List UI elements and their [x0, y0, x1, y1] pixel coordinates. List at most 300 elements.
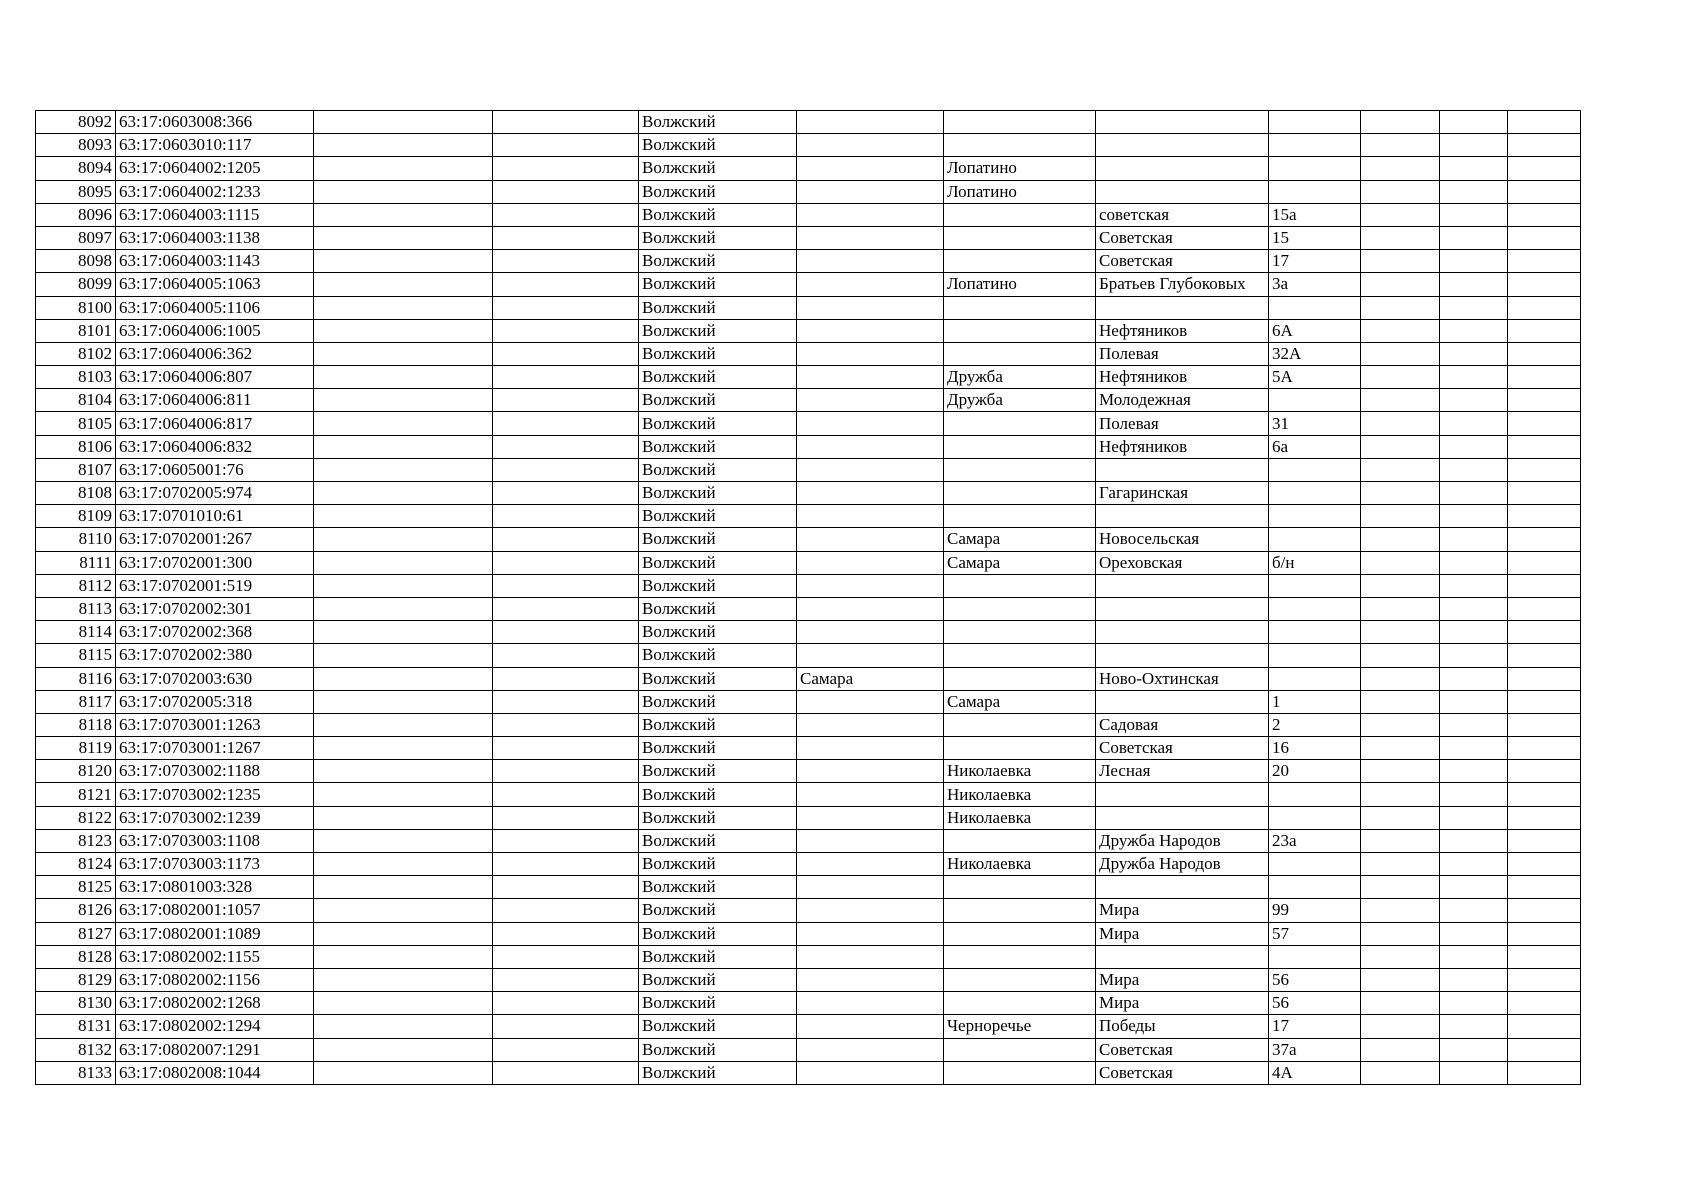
blank-column-a-cell [314, 922, 493, 945]
row-number-cell: 8119 [36, 737, 116, 760]
blank-column-e-cell [1508, 713, 1581, 736]
blank-column-c-cell [1361, 319, 1440, 342]
district-cell: Волжский [639, 644, 797, 667]
blank-column-a-cell [314, 667, 493, 690]
city-cell [797, 783, 944, 806]
cadastral-number-cell: 63:17:0802002:1156 [116, 968, 314, 991]
table-row [36, 829, 1581, 852]
district-cell: Волжский [639, 157, 797, 180]
blank-column-c-cell [1361, 435, 1440, 458]
blank-column-b-cell [493, 273, 639, 296]
row-number-cell: 8129 [36, 968, 116, 991]
blank-column-c-cell [1361, 551, 1440, 574]
blank-column-e-cell [1508, 412, 1581, 435]
cadastral-number-cell: 63:17:0604003:1143 [116, 250, 314, 273]
blank-column-d-cell [1440, 296, 1508, 319]
settlement-cell: Лопатино [944, 180, 1096, 203]
blank-column-e-cell [1508, 366, 1581, 389]
blank-column-e-cell [1508, 574, 1581, 597]
district-cell: Волжский [639, 574, 797, 597]
street-cell: Новосельская [1096, 528, 1269, 551]
city-cell [797, 273, 944, 296]
blank-column-d-cell [1440, 713, 1508, 736]
cadastral-number-cell: 63:17:0604006:817 [116, 412, 314, 435]
blank-column-b-cell [493, 899, 639, 922]
blank-column-b-cell [493, 876, 639, 899]
blank-column-d-cell [1440, 945, 1508, 968]
table-row [36, 945, 1581, 968]
settlement-cell [944, 574, 1096, 597]
city-cell [797, 574, 944, 597]
district-cell: Волжский [639, 250, 797, 273]
district-cell: Волжский [639, 296, 797, 319]
blank-column-b-cell [493, 1061, 639, 1084]
house-number-cell [1269, 296, 1361, 319]
blank-column-a-cell [314, 366, 493, 389]
house-number-cell: 31 [1269, 412, 1361, 435]
settlement-cell: Черноречье [944, 1015, 1096, 1038]
blank-column-e-cell [1508, 1061, 1581, 1084]
blank-column-b-cell [493, 505, 639, 528]
blank-column-d-cell [1440, 853, 1508, 876]
blank-column-d-cell [1440, 412, 1508, 435]
street-cell: Победы [1096, 1015, 1269, 1038]
blank-column-d-cell [1440, 760, 1508, 783]
table-row [36, 968, 1581, 991]
settlement-cell [944, 226, 1096, 249]
street-cell: Советская [1096, 250, 1269, 273]
city-cell [797, 1015, 944, 1038]
blank-column-c-cell [1361, 853, 1440, 876]
settlement-cell [944, 203, 1096, 226]
blank-column-c-cell [1361, 876, 1440, 899]
cadastral-number-cell: 63:17:0802001:1089 [116, 922, 314, 945]
street-cell: советская [1096, 203, 1269, 226]
blank-column-c-cell [1361, 922, 1440, 945]
street-cell [1096, 690, 1269, 713]
blank-column-d-cell [1440, 180, 1508, 203]
street-cell: Советская [1096, 1061, 1269, 1084]
table-row [36, 760, 1581, 783]
city-cell [797, 250, 944, 273]
blank-column-c-cell [1361, 945, 1440, 968]
blank-column-e-cell [1508, 1015, 1581, 1038]
blank-column-a-cell [314, 621, 493, 644]
cadastral-number-cell: 63:17:0605001:76 [116, 458, 314, 481]
house-number-cell [1269, 876, 1361, 899]
city-cell [797, 876, 944, 899]
blank-column-d-cell [1440, 111, 1508, 134]
street-cell: Нефтяников [1096, 435, 1269, 458]
blank-column-b-cell [493, 435, 639, 458]
blank-column-a-cell [314, 458, 493, 481]
house-number-cell [1269, 574, 1361, 597]
table-row [36, 621, 1581, 644]
blank-column-a-cell [314, 180, 493, 203]
table-row [36, 319, 1581, 342]
city-cell [797, 968, 944, 991]
street-cell: Молодежная [1096, 389, 1269, 412]
district-cell: Волжский [639, 482, 797, 505]
table-row [36, 412, 1581, 435]
blank-column-c-cell [1361, 829, 1440, 852]
row-number-cell: 8110 [36, 528, 116, 551]
house-number-cell: б/н [1269, 551, 1361, 574]
city-cell: Самара [797, 667, 944, 690]
row-number-cell: 8128 [36, 945, 116, 968]
district-cell: Волжский [639, 435, 797, 458]
district-cell: Волжский [639, 853, 797, 876]
settlement-cell [944, 945, 1096, 968]
district-cell: Волжский [639, 806, 797, 829]
row-number-cell: 8117 [36, 690, 116, 713]
settlement-cell: Самара [944, 551, 1096, 574]
house-number-cell [1269, 482, 1361, 505]
blank-column-e-cell [1508, 435, 1581, 458]
settlement-cell [944, 412, 1096, 435]
cadastral-number-cell: 63:17:0702002:301 [116, 597, 314, 620]
row-number-cell: 8101 [36, 319, 116, 342]
blank-column-a-cell [314, 1015, 493, 1038]
blank-column-c-cell [1361, 597, 1440, 620]
row-number-cell: 8095 [36, 180, 116, 203]
table-row [36, 899, 1581, 922]
blank-column-c-cell [1361, 458, 1440, 481]
table-row [36, 203, 1581, 226]
house-number-cell [1269, 458, 1361, 481]
table-row [36, 505, 1581, 528]
blank-column-a-cell [314, 574, 493, 597]
blank-column-a-cell [314, 713, 493, 736]
blank-column-b-cell [493, 737, 639, 760]
blank-column-e-cell [1508, 783, 1581, 806]
table-row [36, 806, 1581, 829]
house-number-cell: 99 [1269, 899, 1361, 922]
blank-column-c-cell [1361, 621, 1440, 644]
blank-column-e-cell [1508, 899, 1581, 922]
blank-column-e-cell [1508, 690, 1581, 713]
city-cell [797, 690, 944, 713]
cadastral-number-cell: 63:17:0802002:1155 [116, 945, 314, 968]
row-number-cell: 8102 [36, 342, 116, 365]
blank-column-a-cell [314, 783, 493, 806]
settlement-cell [944, 296, 1096, 319]
city-cell [797, 737, 944, 760]
settlement-cell [944, 1061, 1096, 1084]
blank-column-e-cell [1508, 968, 1581, 991]
blank-column-d-cell [1440, 737, 1508, 760]
blank-column-a-cell [314, 389, 493, 412]
street-cell: Дружба Народов [1096, 829, 1269, 852]
settlement-cell [944, 737, 1096, 760]
house-number-cell: 1 [1269, 690, 1361, 713]
district-cell: Волжский [639, 505, 797, 528]
city-cell [797, 1061, 944, 1084]
blank-column-d-cell [1440, 250, 1508, 273]
blank-column-a-cell [314, 111, 493, 134]
table-row [36, 296, 1581, 319]
blank-column-b-cell [493, 690, 639, 713]
blank-column-b-cell [493, 597, 639, 620]
street-cell: Советская [1096, 737, 1269, 760]
row-number-cell: 8121 [36, 783, 116, 806]
district-cell: Волжский [639, 760, 797, 783]
district-cell: Волжский [639, 458, 797, 481]
settlement-cell [944, 713, 1096, 736]
blank-column-a-cell [314, 435, 493, 458]
street-cell [1096, 111, 1269, 134]
district-cell: Волжский [639, 180, 797, 203]
cadastral-number-cell: 63:17:0801003:328 [116, 876, 314, 899]
city-cell [797, 111, 944, 134]
street-cell: Советская [1096, 226, 1269, 249]
blank-column-c-cell [1361, 250, 1440, 273]
blank-column-a-cell [314, 250, 493, 273]
city-cell [797, 551, 944, 574]
table-body [36, 111, 1581, 1085]
street-cell [1096, 783, 1269, 806]
cadastral-number-cell: 63:17:0703001:1267 [116, 737, 314, 760]
city-cell [797, 157, 944, 180]
blank-column-d-cell [1440, 319, 1508, 342]
house-number-cell [1269, 621, 1361, 644]
street-cell: Полевая [1096, 342, 1269, 365]
table-row [36, 111, 1581, 134]
city-cell [797, 180, 944, 203]
cadastral-number-cell: 63:17:0702002:380 [116, 644, 314, 667]
district-cell: Волжский [639, 389, 797, 412]
table-row [36, 713, 1581, 736]
district-cell: Волжский [639, 111, 797, 134]
row-number-cell: 8105 [36, 412, 116, 435]
house-number-cell: 4А [1269, 1061, 1361, 1084]
house-number-cell: 16 [1269, 737, 1361, 760]
row-number-cell: 8113 [36, 597, 116, 620]
settlement-cell [944, 134, 1096, 157]
blank-column-b-cell [493, 412, 639, 435]
blank-column-d-cell [1440, 968, 1508, 991]
row-number-cell: 8099 [36, 273, 116, 296]
house-number-cell [1269, 134, 1361, 157]
blank-column-d-cell [1440, 667, 1508, 690]
blank-column-d-cell [1440, 157, 1508, 180]
settlement-cell [944, 899, 1096, 922]
street-cell [1096, 134, 1269, 157]
blank-column-d-cell [1440, 644, 1508, 667]
city-cell [797, 621, 944, 644]
row-number-cell: 8131 [36, 1015, 116, 1038]
row-number-cell: 8130 [36, 992, 116, 1015]
blank-column-a-cell [314, 319, 493, 342]
settlement-cell [944, 876, 1096, 899]
settlement-cell: Николаевка [944, 760, 1096, 783]
blank-column-e-cell [1508, 250, 1581, 273]
house-number-cell [1269, 528, 1361, 551]
blank-column-c-cell [1361, 1015, 1440, 1038]
table-row [36, 435, 1581, 458]
street-cell [1096, 296, 1269, 319]
district-cell: Волжский [639, 528, 797, 551]
blank-column-b-cell [493, 783, 639, 806]
blank-column-b-cell [493, 760, 639, 783]
blank-column-d-cell [1440, 621, 1508, 644]
blank-column-c-cell [1361, 690, 1440, 713]
settlement-cell: Лопатино [944, 273, 1096, 296]
blank-column-e-cell [1508, 737, 1581, 760]
house-number-cell: 17 [1269, 1015, 1361, 1038]
table-row [36, 876, 1581, 899]
house-number-cell [1269, 853, 1361, 876]
blank-column-e-cell [1508, 180, 1581, 203]
cadastral-number-cell: 63:17:0701010:61 [116, 505, 314, 528]
street-cell: Ново-Охтинская [1096, 667, 1269, 690]
blank-column-b-cell [493, 922, 639, 945]
cadastral-number-cell: 63:17:0702005:974 [116, 482, 314, 505]
land-registry-table [35, 110, 1581, 1085]
blank-column-b-cell [493, 551, 639, 574]
cadastral-number-cell: 63:17:0604003:1115 [116, 203, 314, 226]
blank-column-a-cell [314, 876, 493, 899]
row-number-cell: 8120 [36, 760, 116, 783]
city-cell [797, 945, 944, 968]
blank-column-e-cell [1508, 273, 1581, 296]
table-row [36, 180, 1581, 203]
house-number-cell: 23а [1269, 829, 1361, 852]
street-cell: Мира [1096, 899, 1269, 922]
blank-column-d-cell [1440, 528, 1508, 551]
blank-column-e-cell [1508, 296, 1581, 319]
cadastral-number-cell: 63:17:0604005:1106 [116, 296, 314, 319]
city-cell [797, 296, 944, 319]
table-row [36, 667, 1581, 690]
blank-column-b-cell [493, 319, 639, 342]
street-cell [1096, 505, 1269, 528]
blank-column-a-cell [314, 737, 493, 760]
blank-column-a-cell [314, 134, 493, 157]
row-number-cell: 8093 [36, 134, 116, 157]
blank-column-b-cell [493, 203, 639, 226]
blank-column-a-cell [314, 968, 493, 991]
blank-column-a-cell [314, 829, 493, 852]
blank-column-d-cell [1440, 342, 1508, 365]
district-cell: Волжский [639, 203, 797, 226]
district-cell: Волжский [639, 1038, 797, 1061]
blank-column-a-cell [314, 412, 493, 435]
table-row [36, 458, 1581, 481]
cadastral-number-cell: 63:17:0703003:1173 [116, 853, 314, 876]
blank-column-c-cell [1361, 1038, 1440, 1061]
blank-column-b-cell [493, 644, 639, 667]
district-cell: Волжский [639, 134, 797, 157]
blank-column-c-cell [1361, 342, 1440, 365]
city-cell [797, 226, 944, 249]
blank-column-c-cell [1361, 968, 1440, 991]
city-cell [797, 713, 944, 736]
blank-column-c-cell [1361, 806, 1440, 829]
blank-column-e-cell [1508, 528, 1581, 551]
row-number-cell: 8103 [36, 366, 116, 389]
row-number-cell: 8114 [36, 621, 116, 644]
row-number-cell: 8116 [36, 667, 116, 690]
table-row [36, 1061, 1581, 1084]
cadastral-number-cell: 63:17:0703002:1188 [116, 760, 314, 783]
settlement-cell: Николаевка [944, 806, 1096, 829]
house-number-cell [1269, 157, 1361, 180]
blank-column-a-cell [314, 899, 493, 922]
blank-column-c-cell [1361, 180, 1440, 203]
table-row [36, 737, 1581, 760]
city-cell [797, 435, 944, 458]
blank-column-b-cell [493, 180, 639, 203]
blank-column-c-cell [1361, 389, 1440, 412]
blank-column-e-cell [1508, 644, 1581, 667]
blank-column-b-cell [493, 458, 639, 481]
blank-column-b-cell [493, 806, 639, 829]
street-cell [1096, 458, 1269, 481]
blank-column-a-cell [314, 945, 493, 968]
blank-column-b-cell [493, 528, 639, 551]
cadastral-number-cell: 63:17:0604006:1005 [116, 319, 314, 342]
blank-column-d-cell [1440, 482, 1508, 505]
district-cell: Волжский [639, 1015, 797, 1038]
house-number-cell: 17 [1269, 250, 1361, 273]
street-cell: Полевая [1096, 412, 1269, 435]
blank-column-e-cell [1508, 922, 1581, 945]
blank-column-e-cell [1508, 111, 1581, 134]
table-row [36, 690, 1581, 713]
blank-column-c-cell [1361, 226, 1440, 249]
blank-column-a-cell [314, 853, 493, 876]
city-cell [797, 134, 944, 157]
settlement-cell [944, 1038, 1096, 1061]
district-cell: Волжский [639, 829, 797, 852]
settlement-cell [944, 667, 1096, 690]
house-number-cell: 6А [1269, 319, 1361, 342]
row-number-cell: 8107 [36, 458, 116, 481]
house-number-cell [1269, 644, 1361, 667]
district-cell: Волжский [639, 342, 797, 365]
blank-column-c-cell [1361, 1061, 1440, 1084]
blank-column-d-cell [1440, 505, 1508, 528]
cadastral-number-cell: 63:17:0603010:117 [116, 134, 314, 157]
table-row [36, 366, 1581, 389]
table-row [36, 1015, 1581, 1038]
blank-column-e-cell [1508, 319, 1581, 342]
blank-column-e-cell [1508, 157, 1581, 180]
city-cell [797, 342, 944, 365]
blank-column-d-cell [1440, 435, 1508, 458]
blank-column-e-cell [1508, 829, 1581, 852]
blank-column-e-cell [1508, 551, 1581, 574]
blank-column-a-cell [314, 226, 493, 249]
city-cell [797, 412, 944, 435]
city-cell [797, 806, 944, 829]
blank-column-c-cell [1361, 528, 1440, 551]
blank-column-b-cell [493, 134, 639, 157]
blank-column-e-cell [1508, 667, 1581, 690]
house-number-cell [1269, 597, 1361, 620]
blank-column-b-cell [493, 111, 639, 134]
district-cell: Волжский [639, 226, 797, 249]
street-cell: Лесная [1096, 760, 1269, 783]
settlement-cell [944, 342, 1096, 365]
blank-column-e-cell [1508, 482, 1581, 505]
cadastral-number-cell: 63:17:0604006:362 [116, 342, 314, 365]
street-cell: Ореховская [1096, 551, 1269, 574]
blank-column-c-cell [1361, 157, 1440, 180]
city-cell [797, 829, 944, 852]
settlement-cell [944, 111, 1096, 134]
